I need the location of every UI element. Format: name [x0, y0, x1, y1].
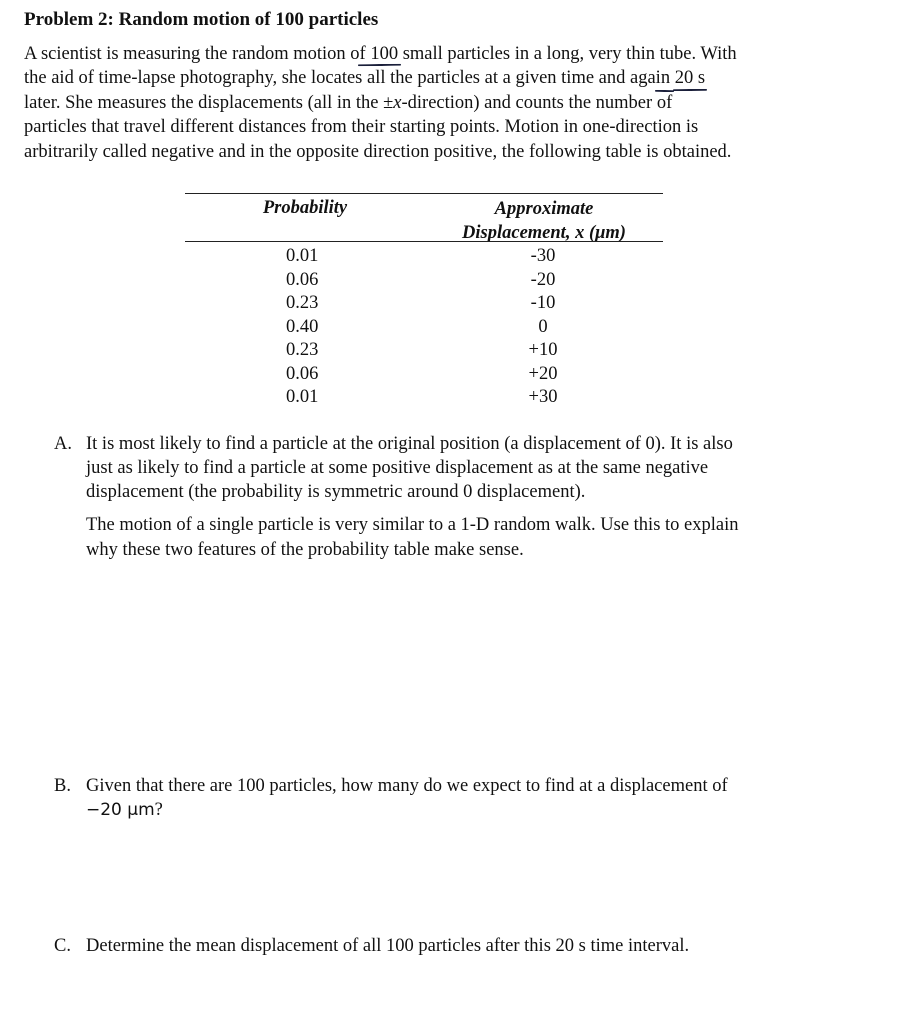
table-cell-displacement: -20 — [530, 269, 556, 290]
header-displacement-line-1: Approximate — [494, 199, 594, 219]
table-cell-displacement: -30 — [530, 246, 556, 266]
pen-underline-mark — [673, 89, 707, 91]
question-a-prompt: The motion of a single particle is very similar to a 1-D random walk. Use this to explain why these two features of the probability table make sense. — [86, 515, 739, 560]
intro-line-4: particles that travel different distances from their starting points. Motion in one-direction is — [24, 117, 699, 138]
question-a-marker: A. — [54, 434, 72, 454]
probability-column — [286, 245, 318, 410]
pen-underline-mark — [358, 64, 401, 66]
table-cell-displacement: +10 — [528, 340, 558, 360]
intro-line-1: A scientist is measuring the random motion of 100 small particles in a long, very thin tube. With — [24, 42, 884, 66]
question-b-marker: B. — [54, 776, 71, 796]
header-displacement — [425, 197, 663, 245]
table-header-rule — [185, 241, 663, 242]
handwritten-overline-of: of — [657, 91, 672, 115]
table-cell-probability: 0.40 — [286, 316, 319, 337]
table-cell-probability: 0.23 — [286, 293, 319, 313]
question-c-marker: C. — [54, 936, 71, 956]
probability-table — [185, 193, 663, 413]
table-cell-probability: 0.06 — [286, 269, 319, 290]
header-displacement-line-2: Displacement, x (μm) — [462, 223, 626, 243]
problem-title: Problem 2: Random motion of 100 particles — [24, 9, 379, 30]
table-cell-probability: 0.01 — [286, 387, 319, 407]
intro-line-3: later. She measures the displacements (all in the ±x-direction) and counts the number of — [24, 91, 884, 115]
intro-paragraph — [24, 42, 884, 164]
table-cell-displacement: -10 — [530, 293, 556, 313]
header-probability: Probability — [262, 198, 348, 218]
table-cell-probability: 0.01 — [286, 246, 319, 266]
table-cell-displacement: +30 — [528, 387, 558, 407]
table-cell-displacement: 0 — [538, 316, 548, 337]
table-cell-displacement: +20 — [528, 363, 558, 384]
intro-line-2: the aid of time-lapse photography, she locates all the particles at a given time and again 20 s — [24, 66, 884, 90]
displacement-column — [425, 245, 661, 410]
handwritten-underline-20s: 20 s — [675, 66, 705, 90]
question-c-text: Determine the mean displacement of all 100 particles after this 20 s time interval. — [86, 936, 690, 956]
table-cell-probability: 0.23 — [286, 340, 319, 360]
table-cell-probability: 0.06 — [286, 363, 319, 384]
question-b-text: Given that there are 100 particles, how many do we expect to find at a displacement of −20 μm? — [86, 776, 728, 820]
question-a-text: It is most likely to find a particle at the original position (a displacement of 0). It is also just as likely to find a particle at some positive displacement as at the same negative displacement (the probability is symmetric around 0 displacement). — [86, 434, 733, 502]
handwritten-underline-100: f 100 — [360, 42, 399, 66]
displacement-value: −20 μm — [86, 800, 155, 820]
intro-line-5: arbitrarily called negative and in the opposite direction positive, the following table is obtained. — [24, 141, 732, 162]
pen-overline-mark — [655, 90, 674, 92]
table-top-rule — [185, 193, 663, 194]
